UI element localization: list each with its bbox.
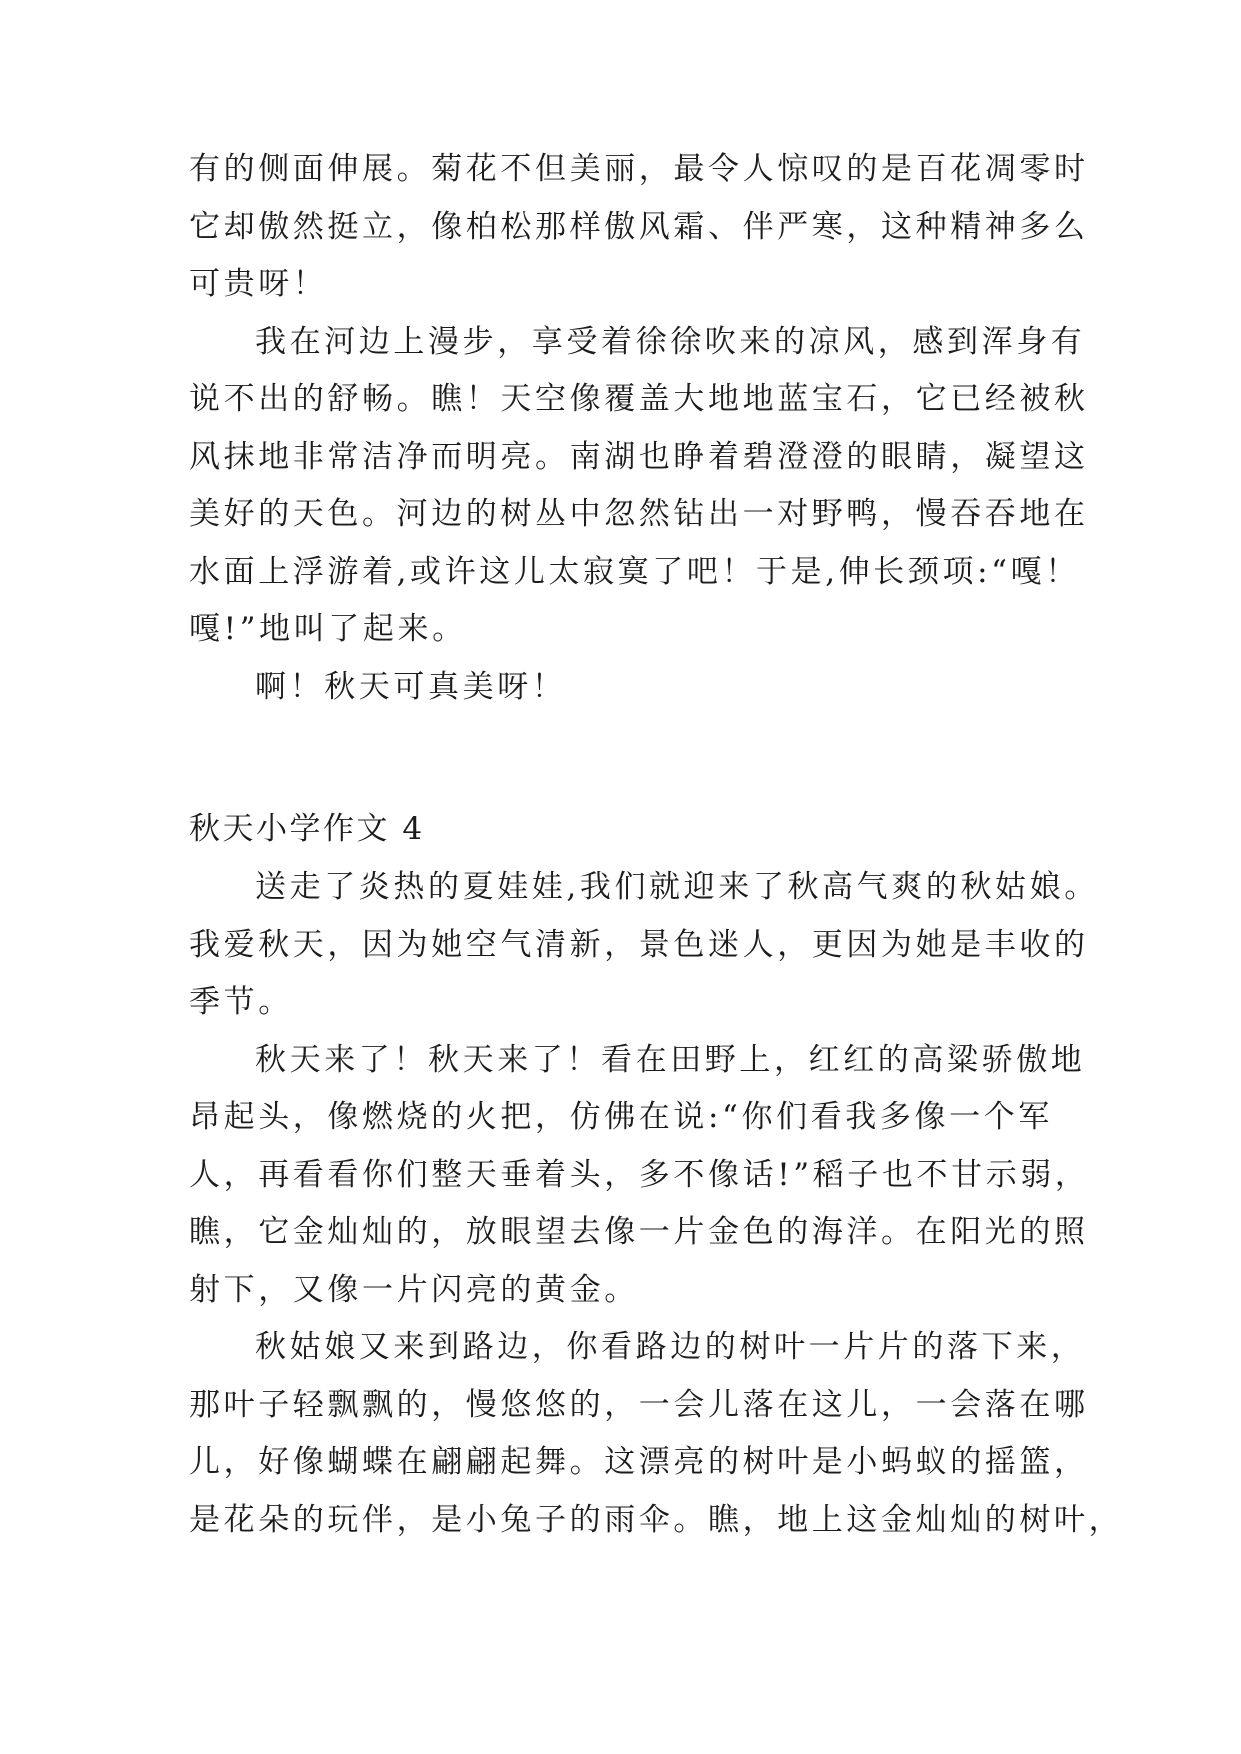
text-line: 是花朵的玩伴，是小兔子的雨伞。瞧，地上这金灿灿的树叶， [189,1501,1124,1538]
text-line: 我在河边上漫步，享受着徐徐吹来的凉风，感到浑身有 [255,323,1086,360]
text-line: 有的侧面伸展。菊花不但美丽，最令人惊叹的是百花凋零时 [189,151,1089,187]
text-line: 射下，又像一片闪亮的黄金。 [189,1271,639,1308]
text-line: 送走了炎热的夏娃娃,我们就迎来了秋高气爽的秋姑娘。 [255,869,1099,905]
text-line: 季节。 [189,984,293,1020]
text-line: 人，再看看你们整天垂着头，多不像话!”稻子也不甘示弱， [189,1156,1090,1193]
section-title: 秋天小学作文 4 [189,811,425,847]
text-line: 嘎!”地叫了起来。 [189,611,467,647]
text-line: 说不出的舒畅。瞧！天空像覆盖大地地蓝宝石，它已经被秋 [189,381,1089,417]
text-line: 我爱秋天，因为她空气清新，景色迷人，更因为她是丰收的 [189,926,1089,963]
paragraph-riverside-walk [189,314,1089,659]
text-line: 美好的天色。河边的树丛中忽然钻出一对野鸭，慢吞吞地在 [189,496,1089,532]
paragraph-chrysanthemum [189,141,1089,314]
text-line: 水面上浮游着,或许这儿太寂寞了吧！于是,伸长颈项:“嘎！ [189,553,1080,590]
text-line: 啊！秋天可真美呀！ [255,668,567,705]
text-line: 风抹地非常洁净而明亮。南湖也睁着碧澄澄的眼睛，凝望这 [189,438,1089,475]
text-line: 儿，好像蝴蝶在翩翩起舞。这漂亮的树叶是小蚂蚁的摇篮， [189,1444,1089,1480]
essay-4-text [189,859,1124,1549]
paragraph-roadside-leaves [189,1319,1124,1549]
paragraph-intro [189,859,1099,1032]
text-line: 它却傲然挺立，像柏松那样傲风霜、伴严寒，这种精神多么 [189,208,1089,245]
text-line: 瞧，它金灿灿的，放眼望去像一片金色的海洋。在阳光的照 [189,1214,1089,1250]
continued-essay-text [189,141,1089,716]
text-line: 可贵呀！ [189,266,328,302]
paragraph-fields [189,1032,1090,1320]
text-line: 秋天来了！秋天来了！看在田野上，红红的高粱骄傲地 [255,1041,1086,1078]
text-line: 昂起头，像燃烧的火把，仿佛在说:“你们看我多像一个军 [189,1099,1053,1135]
paragraph-exclamation [189,659,1069,717]
text-line: 秋姑娘又来到路边，你看路边的树叶一片片的落下来， [255,1329,1086,1365]
text-line: 那叶子轻飘飘的，慢悠悠的，一会儿落在这儿，一会落在哪 [189,1386,1089,1423]
